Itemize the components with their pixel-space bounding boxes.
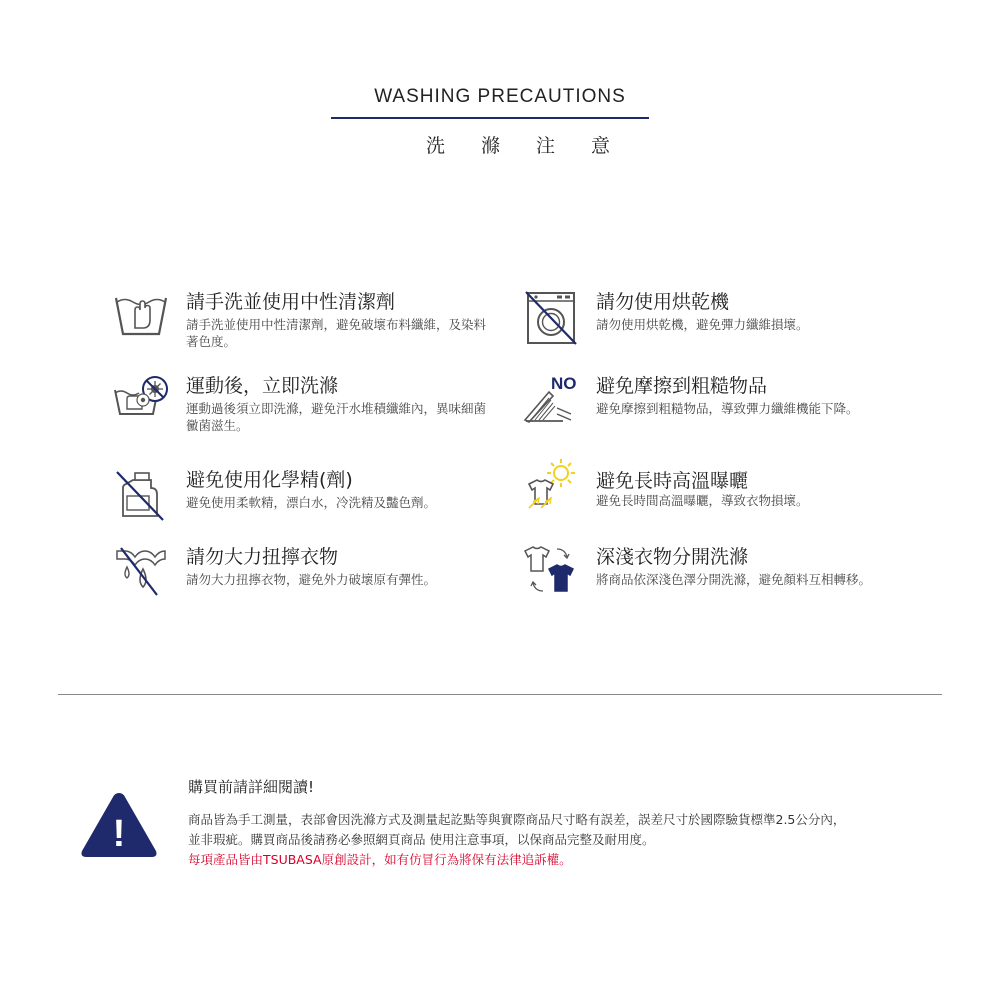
notice-line-1: 商品皆為手工測量，表部會因洗滌方式及測量起訖點等與實際商品尺寸略有誤差，誤差尺寸於國際驗貨標準2.5公分內， [188, 812, 846, 827]
notice-heading: 購買前請詳細閱讀! [188, 778, 315, 796]
precaution-desc: 避免長時間高溫曝曬，導致衣物損壞。 [596, 493, 809, 508]
warning-mark: ! [112, 813, 126, 855]
precaution-title: 避免長時高溫曝曬 [596, 470, 749, 492]
precaution-title: 深淺衣物分開洗滌 [596, 546, 749, 568]
precaution-desc: 請手洗並使用中性清潔劑，避免破壞布料纖維，及染料著色度。 [186, 317, 487, 349]
separate-colors-icon [523, 545, 579, 601]
precaution-desc: 運動過後須立即洗滌，避免汗水堆積纖維內，異味細菌黴菌滋生。 [186, 401, 487, 433]
no-bacteria-icon [113, 374, 169, 430]
precaution-title: 避免摩擦到粗糙物品 [596, 375, 768, 397]
section-divider [58, 694, 942, 695]
page-subtitle: 洗滌注意 [425, 135, 646, 157]
precaution-desc: 請勿使用烘乾機，避免彈力纖維損壞。 [596, 317, 809, 332]
no-friction-icon [523, 374, 579, 430]
precaution-desc: 請勿大力扭擰衣物，避免外力破壞原有彈性。 [186, 572, 437, 587]
precaution-title: 請手洗並使用中性清潔劑 [186, 291, 396, 313]
no-chemical-icon [113, 468, 169, 524]
no-text: NO [551, 374, 577, 393]
precaution-title: 避免使用化學精(劑) [186, 469, 353, 491]
precaution-desc: 避免使用柔軟精，漂白水，冷洗精及豔色劑。 [186, 495, 437, 510]
hand-wash-icon [113, 290, 169, 346]
no-dryer-icon [523, 290, 579, 346]
no-sun-icon [523, 458, 579, 514]
notice-line-2: 並非瑕疵。購買商品後請務必參照網頁商品 使用注意事項，以保商品完整及耐用度。 [188, 832, 655, 847]
precaution-desc: 避免摩擦到粗糙物品，導致彈力纖維機能下降。 [596, 401, 859, 416]
notice-copyright: 每項產品皆由TSUBASA原創設計，如有仿冒行為將保有法律追訴權。 [188, 852, 572, 867]
warning-icon [78, 789, 160, 861]
precaution-title: 運動後，立即洗滌 [186, 375, 339, 397]
page-title: WASHING PRECAUTIONS [374, 86, 626, 107]
precaution-desc: 將商品依深淺色澤分開洗滌，避免顏料互相轉移。 [596, 572, 872, 587]
precaution-title: 請勿使用烘乾機 [596, 291, 730, 313]
no-wring-icon [113, 545, 169, 601]
precaution-title: 請勿大力扭擰衣物 [186, 546, 339, 568]
title-underline [331, 117, 649, 119]
